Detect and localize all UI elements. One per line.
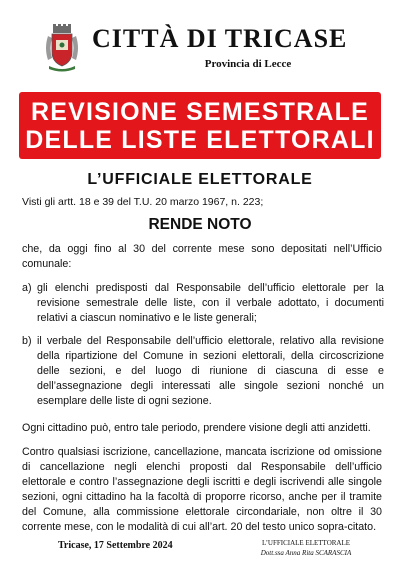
ricorso-paragraph: Contro qualsiasi iscrizione, cancellazione, mancata iscrizione od omissione di cancellazione negli elenchi proposti dal Responsabile dell’ufficio elettorale e contro l’assegnazione degli iscritti e degli iscrivendi alle singole sezioni, ogni cittadino ha la facoltà di proporre ricorso, anche per il tramite del Comune, alla commissione elettorale circondariale, non oltre il 30 corrente mese, con le modalità di cui all’art. 20 del testo unico sopra-citato.: [22, 446, 382, 533]
list-marker: b): [22, 335, 32, 347]
legal-reference: Visti gli artt. 18 e 39 del T.U. 20 marzo 1967, n. 223;: [22, 196, 264, 208]
place-date: Tricase, 17 Settembre 2024: [58, 540, 173, 551]
title-banner: [19, 92, 381, 159]
list-item-a: [22, 281, 384, 326]
list-marker: a): [22, 282, 32, 294]
banner-line-2: DELLE LISTE ELETTORALI: [25, 126, 375, 154]
intro-paragraph: che, da oggi fino al 30 del corrente mese sono depositati nell’Ufficio comunale:: [22, 243, 382, 270]
signature-name: Dott.ssa Anna Rita SCARASCIA: [260, 549, 352, 557]
list-item-b: [22, 334, 384, 409]
rende-noto-heading: RENDE NOTO: [148, 216, 252, 233]
list-item-text: gli elenchi predisposti dal Responsabile dell’ufficio elettorale per la revisione semestrale delle liste, con il verbale adottato, i documenti relativi a ciascun nominativo e le liste generali;: [37, 282, 384, 324]
province-subtitle: Provincia di Lecce: [204, 58, 292, 70]
header: [0, 18, 400, 74]
banner-line-1: REVISIONE SEMESTRALE: [31, 98, 369, 126]
city-title: CITTÀ DI TRICASE: [92, 24, 348, 53]
officer-heading: L’UFFICIALE ELETTORALE: [87, 171, 313, 188]
signature-title: L’UFFICIALE ELETTORALE: [261, 539, 351, 547]
list-item-text: il verbale del Responsabile dell’ufficio elettorale, relativo alla revisione della ripartizione del Comune in sezioni elettorali, della circoscrizione delle sezioni, e del luogo di riunione di ciascuna di esse e dell’assegnazione degli interessati alle singole sezioni nonché un esemplare delle liste di ogni sezione.: [37, 335, 384, 407]
visione-paragraph: Ogni cittadino può, entro tale periodo, prendere visione degli atti anzidetti.: [22, 422, 371, 434]
